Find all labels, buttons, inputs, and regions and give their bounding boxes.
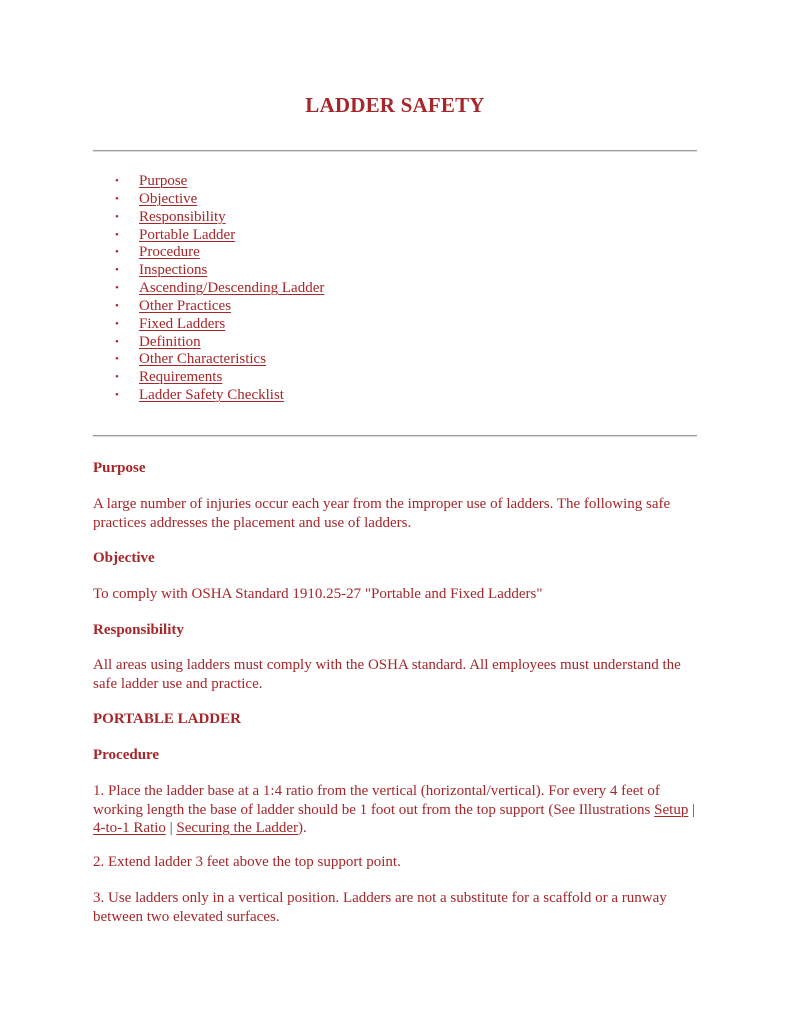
link-separator: | [165,820,177,836]
horizontal-rule-top [93,150,697,152]
toc-item-portable-ladder [93,227,324,245]
procedure-step-1-end: ). [298,820,307,836]
section-heading-purpose: Purpose [93,460,146,476]
toc-item-purpose [93,173,324,191]
toc-link-ascending-descending[interactable]: Ascending/Descending Ladder [139,280,325,297]
toc-link-objective[interactable]: Objective [139,190,198,207]
toc-item-requirements [93,369,324,387]
procedure-step-3: 3. Use ladders only in a vertical position. Ladders are not a substitute for a scaffold or a runway between two elevated surfaces. [93,890,667,925]
section-text-purpose: A large number of injuries occur each year from the improper use of ladders. The following safe practices addresses the placement and use of ladders. [93,496,671,531]
page-title: LADDER SAFETY [305,93,485,117]
toc-link-procedure[interactable]: Procedure [139,244,200,261]
procedure-step-1 [93,782,697,838]
link-separator: | [688,801,696,818]
toc-item-checklist [93,387,324,405]
bullet-icon: • [115,371,119,384]
toc-item-other-practices [93,298,324,316]
bullet-icon: • [115,299,119,312]
toc-link-other-practices[interactable]: Other Practices [139,297,232,314]
table-of-contents [93,173,324,405]
toc-item-ascending-descending [93,280,324,298]
toc-item-definition [93,334,324,352]
toc-link-other-characteristics[interactable]: Other Characteristics [139,351,267,368]
toc-item-objective [93,191,324,209]
section-heading-objective: Objective [93,550,155,566]
bullet-icon: • [115,175,119,187]
procedure-step-1-text: 1. Place the ladder base at a 1:4 ratio from the vertical (horizontal/vertical). For every 4 feet of working length the base of ladder should be 1 foot out from the top support (See Illustrations [93,783,660,818]
section-text-objective: To comply with OSHA Standard 1910.25-27 "Portable and Fixed Ladders" [93,586,543,602]
section-heading-responsibility: Responsibility [93,622,184,638]
toc-link-fixed-ladders[interactable]: Fixed Ladders [139,315,226,332]
bullet-icon: • [115,353,119,366]
toc-item-other-characteristics [93,351,324,369]
toc-link-checklist[interactable]: Ladder Safety Checklist [139,387,284,404]
toc-link-requirements[interactable]: Requirements [139,369,223,386]
bullet-icon: • [115,317,119,330]
bullet-icon: • [115,210,119,223]
bullet-icon: • [115,335,119,348]
bullet-icon: • [115,264,119,277]
bullet-icon: • [115,282,119,295]
toc-link-portable-ladder[interactable]: Portable Ladder [139,226,236,243]
toc-item-procedure [93,244,324,262]
horizontal-rule-bottom [93,435,697,437]
section-text-responsibility: All areas using ladders must comply with the OSHA standard. All employees must understand the safe ladder use and practice. [93,657,681,692]
link-setup[interactable]: Setup [654,801,689,818]
procedure-step-2: 2. Extend ladder 3 feet above the top support point. [93,854,401,870]
toc-link-responsibility[interactable]: Responsibility [139,208,226,225]
toc-link-inspections[interactable]: Inspections [139,262,208,279]
bullet-icon: • [115,228,119,241]
toc-link-definition[interactable]: Definition [139,333,201,350]
section-heading-portable-ladder: PORTABLE LADDER [93,711,241,727]
bullet-icon: • [115,389,119,402]
toc-item-fixed-ladders [93,316,324,334]
bullet-icon: • [115,192,119,205]
toc-item-responsibility [93,209,324,227]
link-securing-the-ladder[interactable]: Securing the Ladder [176,820,299,836]
toc-link-purpose[interactable]: Purpose [139,173,188,189]
bullet-icon: • [115,246,119,259]
section-heading-procedure: Procedure [93,747,160,763]
link-4-to-1-ratio[interactable]: 4-to-1 Ratio [93,820,166,836]
toc-item-inspections [93,262,324,280]
